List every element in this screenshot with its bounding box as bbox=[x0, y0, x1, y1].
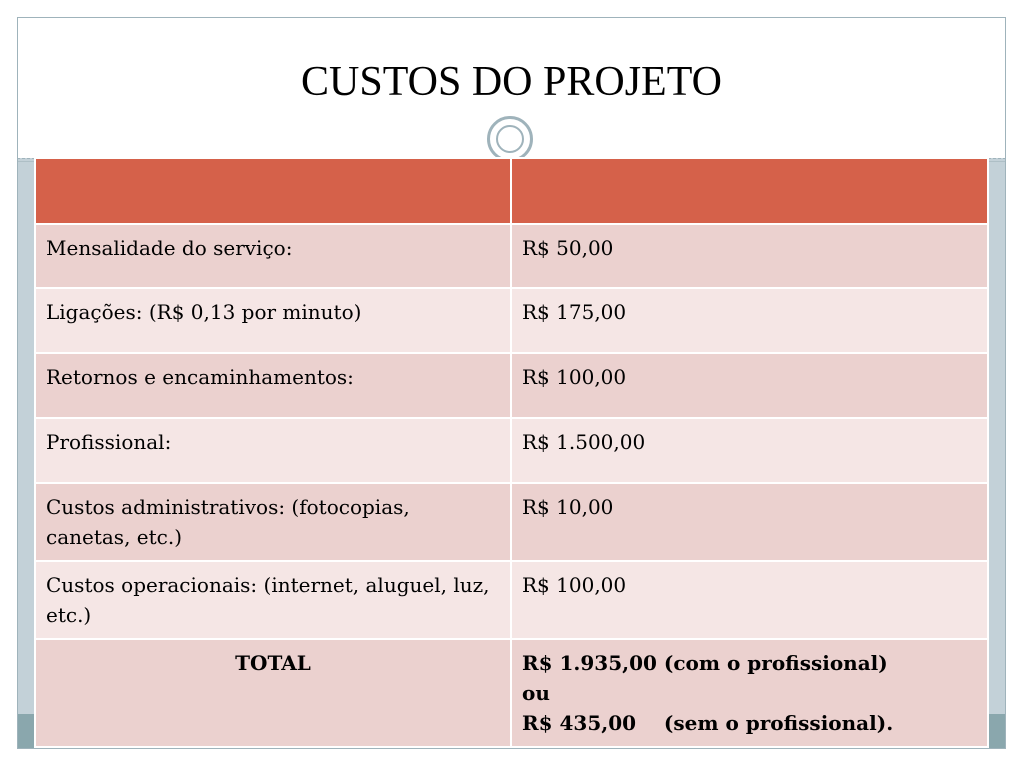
table-row bbox=[35, 418, 988, 483]
total-row bbox=[35, 639, 988, 747]
row-label: Retornos e encaminhamentos: bbox=[35, 353, 511, 418]
table-row bbox=[35, 353, 988, 418]
row-label: Ligações: (R$ 0,13 por minuto) bbox=[35, 288, 511, 353]
row-label: Mensalidade do serviço: bbox=[35, 224, 511, 288]
row-value: R$ 100,00 bbox=[511, 561, 988, 639]
row-value: R$ 10,00 bbox=[511, 483, 988, 561]
table-row bbox=[35, 224, 988, 288]
header-cell-1 bbox=[35, 158, 511, 224]
circle-ornament-icon bbox=[487, 116, 533, 162]
row-label: Custos operacionais: (internet, aluguel, luz, etc.) bbox=[35, 561, 511, 639]
total-value-line-2: ou bbox=[522, 681, 550, 705]
total-label: TOTAL bbox=[35, 639, 511, 747]
total-value bbox=[511, 639, 988, 747]
row-value: R$ 1.500,00 bbox=[511, 418, 988, 483]
slide-title: CUSTOS DO PROJETO bbox=[301, 59, 722, 105]
total-value-line-3: R$ 435,00 (sem o profissional). bbox=[522, 711, 894, 735]
row-label: Custos administrativos: (fotocopias, canetas, etc.) bbox=[35, 483, 511, 561]
row-value: R$ 175,00 bbox=[511, 288, 988, 353]
circle-ornament-inner bbox=[496, 125, 524, 153]
row-value: R$ 50,00 bbox=[511, 224, 988, 288]
header-cell-2 bbox=[511, 158, 988, 224]
table-row bbox=[35, 483, 988, 561]
row-label: Profissional: bbox=[35, 418, 511, 483]
total-value-line-1: R$ 1.935,00 (com o profissional) bbox=[522, 651, 888, 675]
table-row bbox=[35, 288, 988, 353]
costs-table bbox=[34, 157, 989, 748]
table-row bbox=[35, 561, 988, 639]
table-header-row bbox=[35, 158, 988, 224]
row-value: R$ 100,00 bbox=[511, 353, 988, 418]
slide bbox=[17, 17, 1006, 749]
